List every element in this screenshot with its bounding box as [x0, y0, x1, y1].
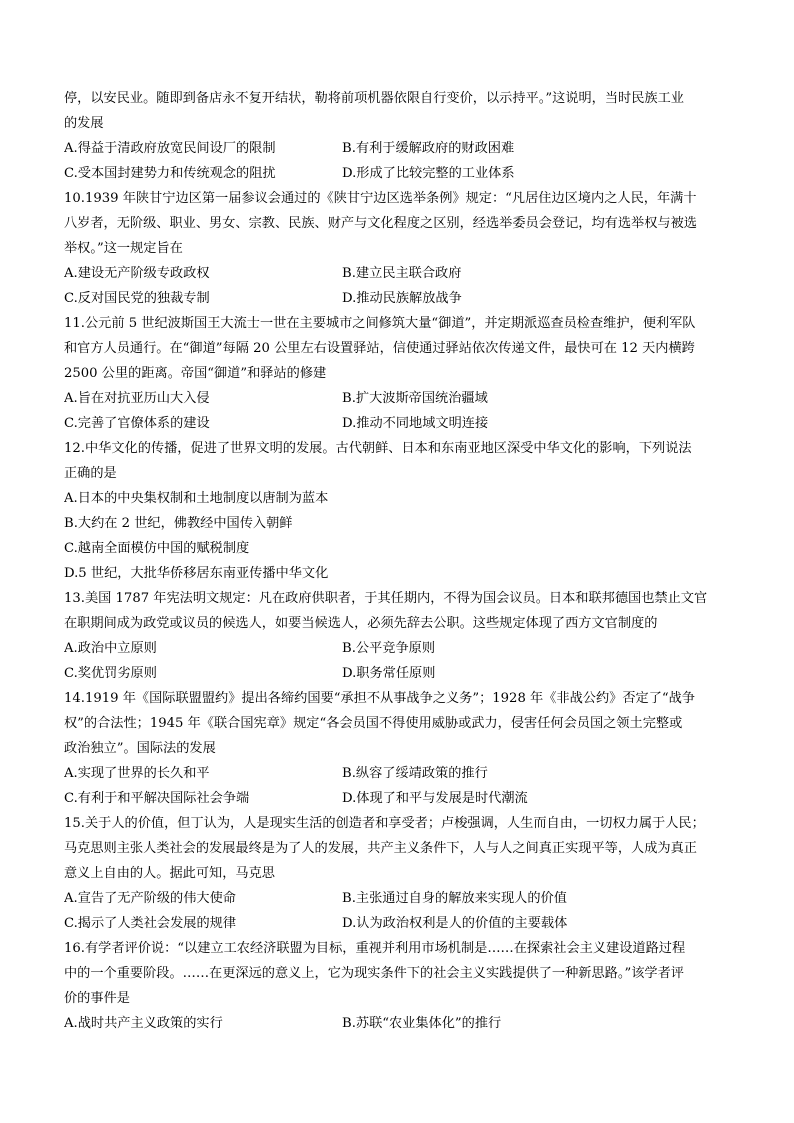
option-c: C.有利于和平解决国际社会争端 — [64, 791, 250, 806]
option-row — [64, 786, 732, 811]
option-d: D.5 世纪，大批华侨移居东南亚传播中华文化 — [64, 566, 329, 581]
question-text-line: 12.中华文化的传播，促进了世界文明的发展。古代朝鲜、日本和东南亚地区深受中华文化的影响，下列说法 — [64, 441, 692, 456]
option-row — [64, 536, 732, 561]
question-text-line: 11.公元前 5 世纪波斯国王大流士一世在主要城市之间修筑大量“御道”，并定期派巡查员检查维护，便利军队 — [64, 316, 696, 331]
question-text-line: 停，以安民业。随即到备店永不复开结状，勒将前项机器依限自行变价，以示持平。”这说明，当时民族工业 — [64, 91, 684, 106]
question-9-tail — [64, 86, 732, 186]
question-10 — [64, 186, 732, 311]
option-b: B.扩大波斯帝国统治疆域 — [342, 391, 488, 406]
option-c: C.越南全面模仿中国的赋税制度 — [64, 541, 250, 556]
option-a: A.得益于清政府放宽民间设厂的限制 — [64, 141, 276, 156]
question-16 — [64, 936, 732, 1036]
option-row — [64, 911, 732, 936]
option-a: A.旨在对抗亚历山大入侵 — [64, 391, 210, 406]
question-text-line: 权”的合法性；1945 年《联合国宪章》规定“各会员国不得使用威胁或武力，侵害任何会员国之领土完整或 — [64, 716, 683, 731]
option-c: C.揭示了人类社会发展的规律 — [64, 916, 237, 931]
question-text-line: 政治独立”。国际法的发展 — [64, 741, 216, 756]
question-text-line: 举权。”这一规定旨在 — [64, 241, 183, 256]
option-row — [64, 636, 732, 661]
question-text-line: 16.有学者评价说：“以建立工农经济联盟为目标，重视并利用市场机制是……在探索社会主义建设道路过程 — [64, 941, 686, 956]
option-row — [64, 486, 732, 511]
question-text-line: 价的事件是 — [64, 991, 130, 1006]
option-a: A.日本的中央集权制和土地制度以唐制为蓝本 — [64, 491, 329, 506]
option-row — [64, 286, 732, 311]
option-c: C.受本国封建势力和传统观念的阻扰 — [64, 166, 276, 181]
option-b: B.主张通过自身的解放来实现人的价值 — [342, 891, 567, 906]
option-b: B.纵容了绥靖政策的推行 — [342, 766, 488, 781]
question-text-line: 13.美国 1787 年宪法明文规定：凡在政府供职者，于其任期内，不得为国会议员。日本和联邦德国也禁止文官 — [64, 591, 708, 606]
option-row — [64, 511, 732, 536]
option-a: A.实现了世界的长久和平 — [64, 766, 210, 781]
question-text-line: 中的一个重要阶段。……在更深远的意义上，它为现实条件下的社会主义实践提供了一种新思路。”该学者评 — [64, 966, 684, 981]
option-row — [64, 411, 732, 436]
question-text-line: 在职期间成为政党或议员的候选人，如要当候选人，必须先辞去公职。这些规定体现了西方文官制度的 — [64, 616, 658, 631]
option-row — [64, 1011, 732, 1036]
option-row — [64, 386, 732, 411]
option-d: D.推动民族解放战争 — [342, 291, 462, 306]
question-14 — [64, 686, 732, 811]
question-text-line: 正确的是 — [64, 466, 117, 481]
option-row — [64, 261, 732, 286]
question-text-line: 意义上自由的人。据此可知，马克思 — [64, 866, 275, 881]
option-a: A.政治中立原则 — [64, 641, 157, 656]
option-a: A.宣告了无产阶级的伟大使命 — [64, 891, 236, 906]
option-d: D.体现了和平与发展是时代潮流 — [342, 791, 528, 806]
question-text-line: 八岁者，无阶级、职业、男女、宗教、民族、财产与文化程度之区别，经选举委员会登记，均有选举权与被选 — [64, 216, 697, 231]
option-row — [64, 886, 732, 911]
option-row — [64, 136, 732, 161]
option-row — [64, 161, 732, 186]
option-c: C.奖优罚劣原则 — [64, 666, 157, 681]
question-11 — [64, 311, 732, 436]
question-text-line: 15.关于人的价值，但丁认为，人是现实生活的创造者和享受者；卢梭强调，人生而自由，一切权力属于人民； — [64, 816, 705, 831]
question-12 — [64, 436, 732, 586]
option-b: B.大约在 2 世纪，佛教经中国传入朝鲜 — [64, 516, 293, 531]
question-text-line: 马克思则主张人类社会的发展最终是为了人的发展，共产主义条件下，人与人之间真正实现平等，人成为真正 — [64, 841, 697, 856]
question-text-line: 2500 公里的距离。帝国“御道”和驿站的修建 — [64, 366, 327, 381]
option-d: D.形成了比较完整的工业体系 — [342, 166, 515, 181]
option-b: B.公平竞争原则 — [342, 641, 436, 656]
option-b: B.建立民主联合政府 — [342, 266, 462, 281]
option-row — [64, 561, 732, 586]
option-a: A.建设无产阶级专政政权 — [64, 266, 210, 281]
question-text-line: 14.1919 年《国际联盟盟约》提出各缔约国要“承担不从事战争之义务”；1928 年《非战公约》否定了“战争 — [64, 691, 696, 706]
option-d: D.认为政治权利是人的价值的主要载体 — [342, 916, 568, 931]
option-d: D.职务常任原则 — [342, 666, 436, 681]
option-c: C.完善了官僚体系的建设 — [64, 416, 210, 431]
question-text-line: 和官方人员通行。在“御道”每隔 20 公里左右设置驿站，信使通过驿站依次传递文件，最快可在 12 天内横跨 — [64, 341, 695, 356]
option-b: B.有利于缓解政府的财政困难 — [342, 141, 515, 156]
question-text-line: 的发展 — [64, 116, 104, 131]
question-15 — [64, 811, 732, 936]
option-c: C.反对国民党的独裁专制 — [64, 291, 210, 306]
option-d: D.推动不同地域文明连接 — [342, 416, 489, 431]
exam-page — [64, 86, 732, 1036]
option-a: A.战时共产主义政策的实行 — [64, 1016, 223, 1031]
option-b: B.苏联“农业集体化”的推行 — [342, 1016, 502, 1031]
question-text-line: 10.1939 年陕甘宁边区第一届参议会通过的《陕甘宁边区选举条例》规定：“凡居住边区境内之人民，年满十 — [64, 191, 697, 206]
question-13 — [64, 586, 732, 686]
option-row — [64, 761, 732, 786]
option-row — [64, 661, 732, 686]
